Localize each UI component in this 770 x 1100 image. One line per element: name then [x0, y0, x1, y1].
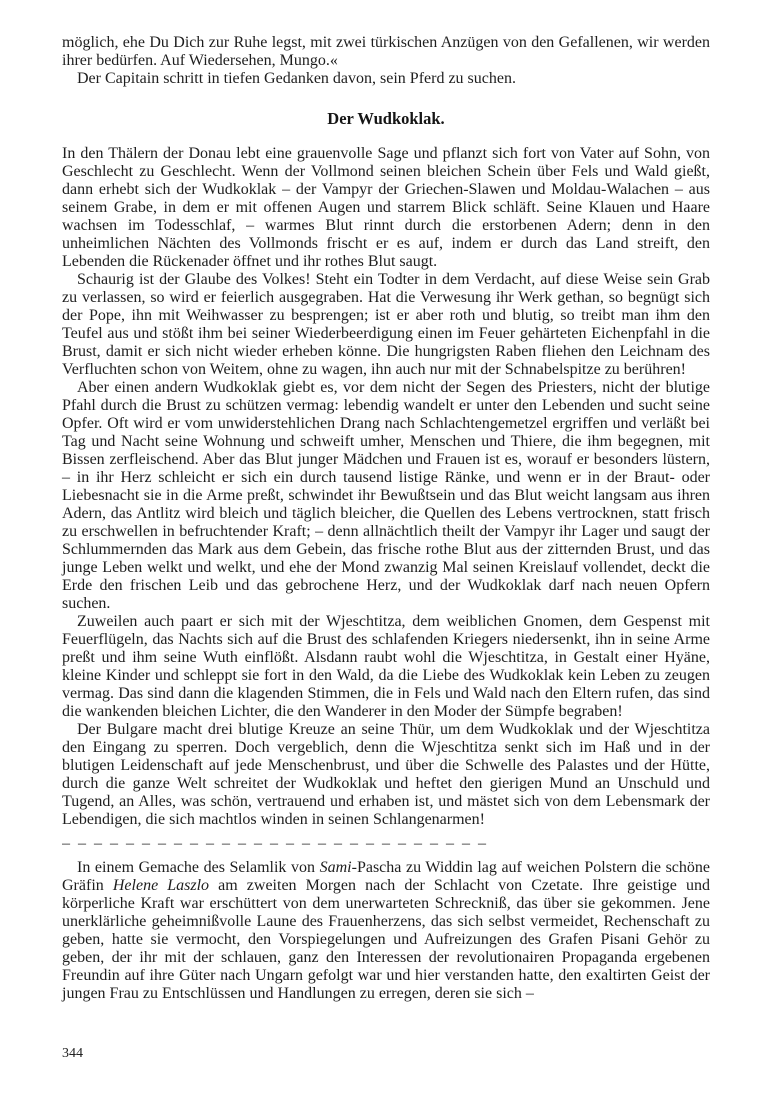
- paragraph-wjeschtitza: Zuweilen auch paart er sich mit der Wjeschtitza, dem weiblichen Gnomen, dem Gespenst mit Feuerflügeln, das Nachts sich auf die Brust des schlafenden Kriegers niedersenkt, ihn in seine Arme preßt und ihm seine Wuth einflößt. Alsdann raubt wohl die Wjeschtitza, in Gestalt einer Hyäne, kleine Kinder und schleppt sie fort in den Wald, da die Liebe des Wudkoklak kein Leben zu zeugen vermag. Das sind dann die klagenden Stimmen, die in Fels und Wald nach den Eltern rufen, das sind die wankenden bleichen Lichter, die den Wanderer in den Moder der Sümpfe begraben!: [62, 613, 710, 720]
- paragraph-anderer-wudkoklak: Aber einen andern Wudkoklak giebt es, vor dem nicht der Segen des Priesters, nicht der blutige Pfahl durch die Brust zu schützen vermag: lebendig wandelt er unter den Lebenden und sucht seine Opfer. Oft wird er vom unwiderstehlichen Drang nach Schlachtengemetzel ergriffen und verläßt bei Tag und Nacht seine Wohnung und schweift umher, Menschen und Thiere, die ihm begegnen, mit Bissen zerfleischend. Aber das Blut junger Mädchen und Frauen ist es, worauf er besonders lüstern, – in ihr Herz schleicht er sich ein durch tausend listige Ränke, und wenn er in der Braut- oder Liebesnacht sie in die Arme preßt, schwindet ihr Bewußtsein und das Blut weicht langsam aus ihren Adern, das Antlitz wird bleich und täglich bleicher, die Quellen des Lebens vertrocknen, statt frisch zu erschwellen in befruchtender Kraft; – denn allnächtlich theilt der Vampyr ihr Lager und saugt der Schlummernden das Mark aus dem Gebein, das frische rothe Blut aus der zitternden Brust, und das junge Leben welkt und welkt, und ehe der Mond zwanzig Mal seinen Kreislauf vollendet, deckt die Erde den frischen Leib und das gebrochene Herz, und der Wudkoklak darf nach neuen Opfern suchen.: [62, 379, 710, 612]
- paragraph-glaube-des-volkes: Schaurig ist der Glaube des Volkes! Steht ein Todter in dem Verdacht, auf diese Weise sein Grab zu verlassen, so wird er feierlich ausgegraben. Hat die Verwesung ihr Werk gethan, so begnügt sich der Pope, ihn mit Weihwasser zu besprengen; ist er aber roth und blutig, so treibt man ihm den Teufel aus und stößt ihm bei seiner Wiederbeerdigung einen im Feuer gehärteten Eichenpfahl in die Brust, damit er sich nicht wieder erheben könne. Die hungrigsten Raben fliehen den Leichnam des Verfluchten schon von Weitem, ohne zu wagen, ihn auch nur mit der Schnabelspitze zu berühren!: [62, 271, 710, 378]
- paragraph-sage-der-donau: In den Thälern der Donau lebt eine grauenvolle Sage und pflanzt sich fort von Vater auf Sohn, von Geschlecht zu Geschlecht. Wenn der Vollmond seinen bleichen Schein über Fels und Wald gießt, dann erhebt sich der Wudkoklak – der Vampyr der Griechen-Slawen und Moldau-Walachen – aus seinem Grabe, in dem er mit offenen Augen und starrem Blick schläft. Seine Klauen und Haare wachsen im Todesschlaf, – warmes Blut rinnt durch die erstorbenen Adern; denn in den unheimlichen Nächten des Vollmonds frischt er es auf, indem er durch das Land streift, den Lebenden die Rückenader öffnet und ihr rothes Blut saugt.: [62, 145, 710, 270]
- text-column: [62, 34, 710, 1003]
- scene-text-run: am zweiten Morgen nach der Schlacht von Czetate. Ihre geistige und körperliche Kraft war erschüttert von dem unerwarteten Schreckniß, das über sie gekommen. Jene unerklärliche geheimnißvolle Laune des Frauenherzens, das sich selbst vermeidet, Rechenschaft zu geben, hatte sie vermocht, den Vorspiegelungen und Aufreizungen des Grafen Pisani Gehör zu geben, der ihr mit der schlauen, ganz den Interessen der revolutionairen Propaganda ergebenen Freundin auf ihre Güter nach Ungarn gefolgt war und hier verstanden hatte, den exaltirten Geist der jungen Frau zu Entschlüssen und Handlungen zu erregen, deren sie sich –: [62, 877, 710, 1002]
- name-helene-laszlo-italic: Helene Laszlo: [112, 877, 210, 894]
- paragraph-selamlik-scene: [62, 859, 710, 1003]
- paragraph-continued-from-previous-page: möglich, ehe Du Dich zur Ruhe legst, mit zwei türkischen Anzügen von den Gefallenen, wir werden ihrer bedürfen. Auf Wiedersehen, Mungo.«: [62, 34, 710, 69]
- page-number: 344: [62, 1046, 83, 1061]
- dashed-scene-separator: – – – – – – – – – – – – – – – – – – – – – – – – – – –: [62, 835, 487, 852]
- scene-text-run: -Pascha zu Widdin lag auf weichen Polstern die schöne Gräfin: [62, 859, 710, 894]
- paragraph-capitain: Der Capitain schritt in tiefen Gedanken davon, sein Pferd zu suchen.: [77, 70, 516, 87]
- scene-text-run: In einem Gemache des Selamlik von: [77, 859, 320, 876]
- chapter-heading: Der Wudkoklak.: [327, 109, 445, 128]
- paragraph-bulgare: Der Bulgare macht drei blutige Kreuze an seine Thür, um dem Wudkoklak und der Wjeschtitza den Eingang zu sperren. Doch vergeblich, denn die Wjeschtitza senkt sich im Haß und in der blutigen Leidenschaft auf jede Menschenbrust, und über die Schwelle des Palastes und der Hütte, durch die ganze Welt schreitet der Wudkoklak und heftet den gierigen Mund an Unschuld und Tugend, an Alles, was schön, vertrauend und erhaben ist, und mästet sich von dem Lebensmark der Lebendigen, die sich machtlos winden in seinen Schlangenarmen!: [62, 721, 710, 828]
- name-sami-italic: Sami: [319, 859, 352, 876]
